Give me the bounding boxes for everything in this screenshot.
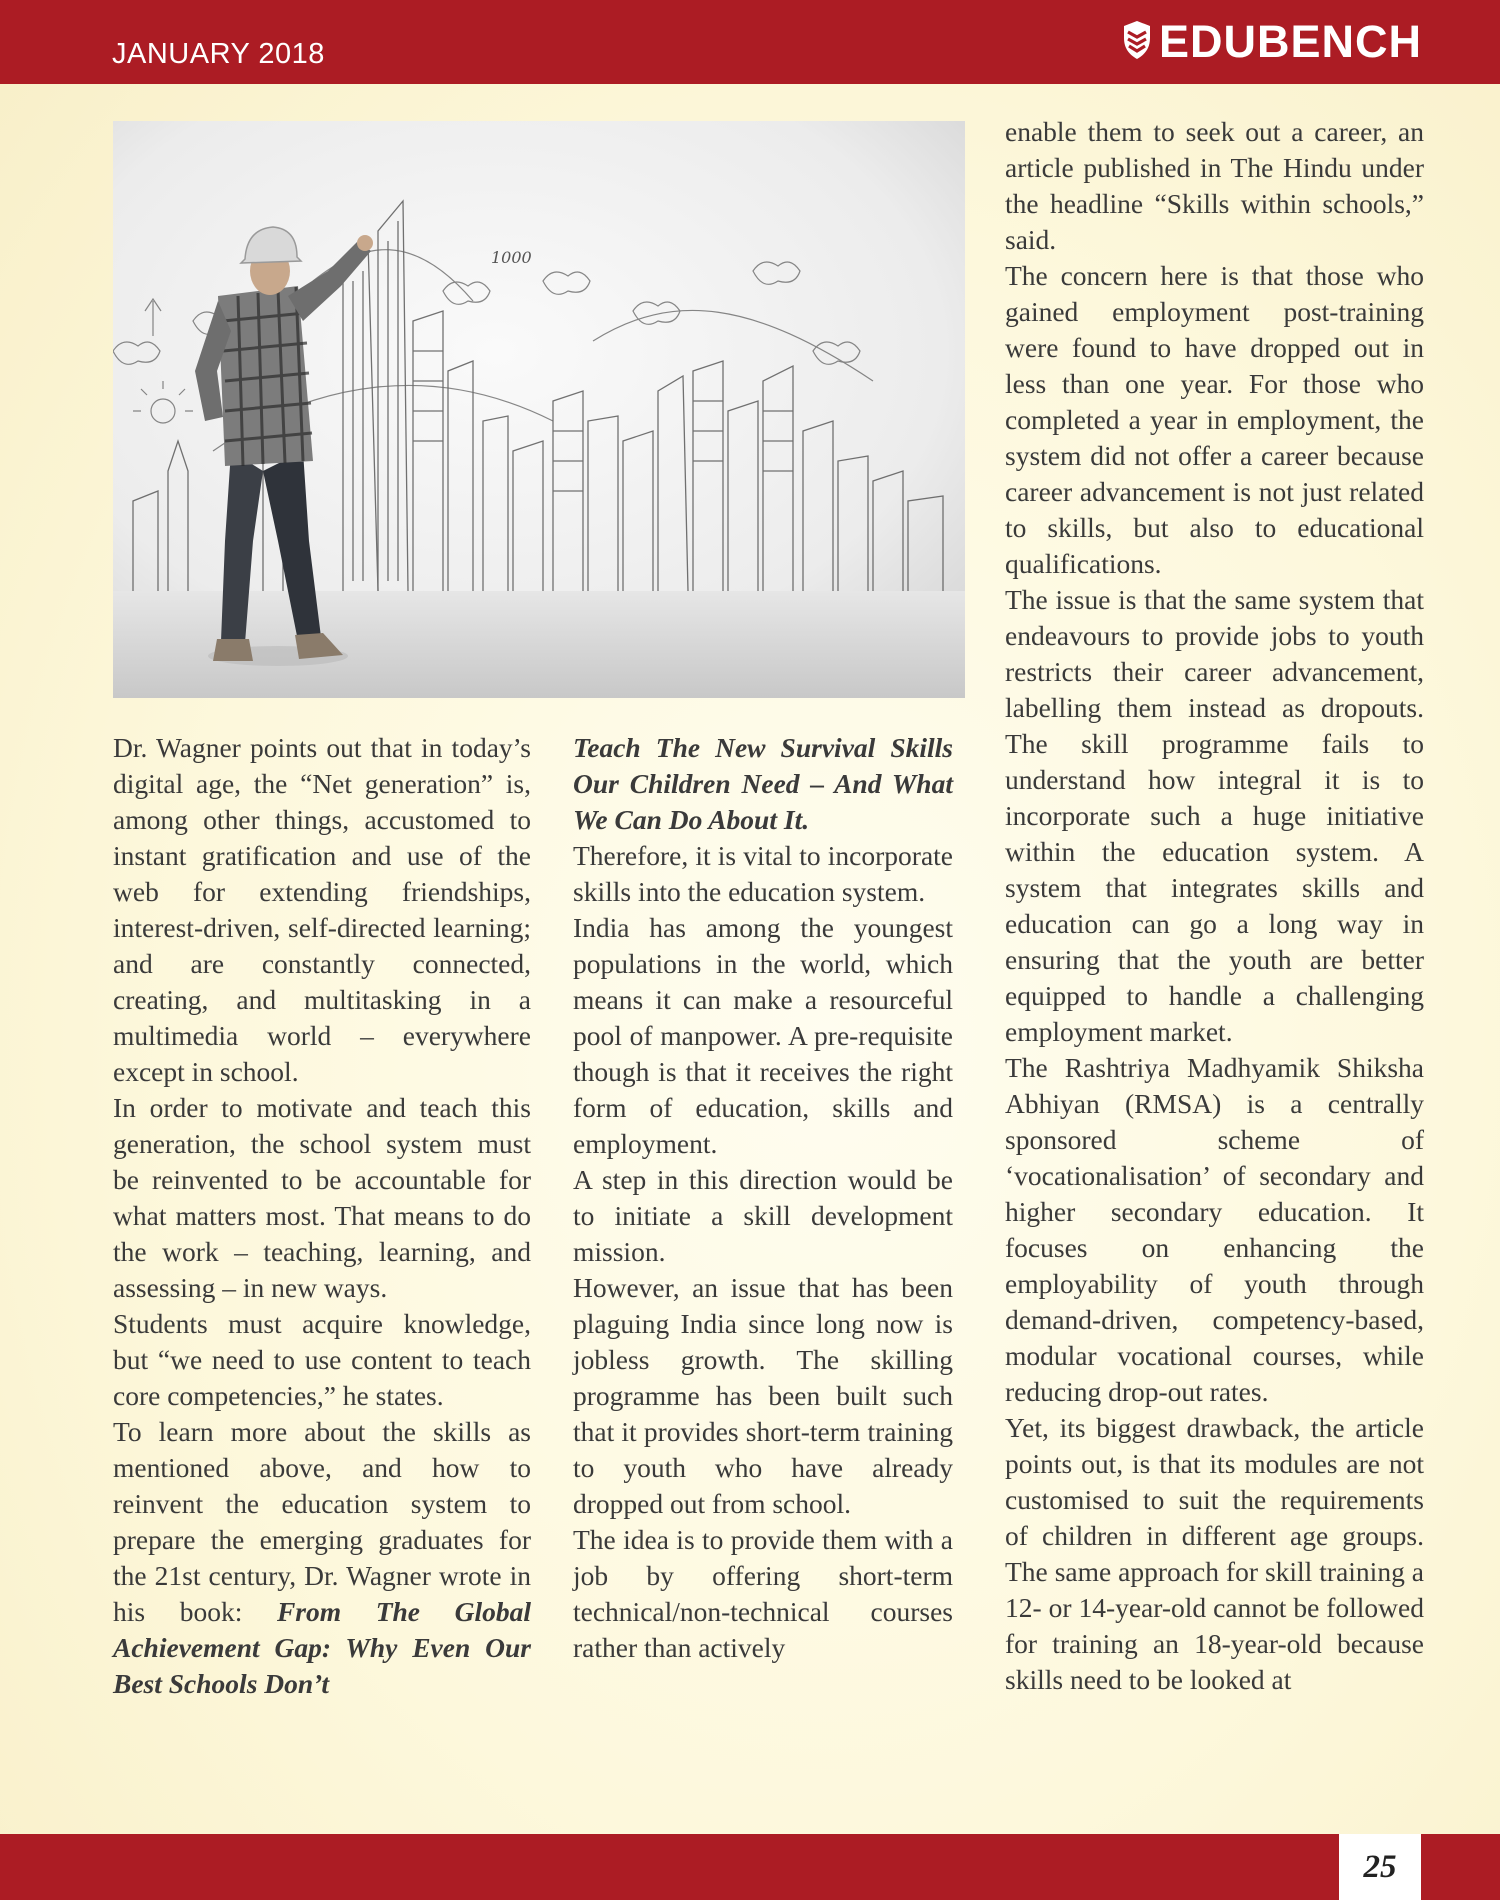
footer-bar (0, 1834, 1500, 1900)
paragraph: The issue is that the same system that endeavours to provide jobs to youth restricts their career advancement, labelling them instead as dropouts. The skill programme fails to understand how integral it is to incorporate such a huge initiative within the education system. A system that integrates skills and education can go a long way in ensuring that the youth are better equipped to handle a challenging employment market. (1005, 584, 1424, 1047)
paragraph-text: To learn more about the skills as mentioned above, and how to reinvent the education system to prepare the emerging graduates for the 21st century, Dr. Wagner wrote in his book: (113, 1416, 531, 1627)
sketch-label: 1000 (491, 248, 532, 267)
article-column-3 (1005, 114, 1424, 1698)
paragraph: The Rashtriya Madhyamik Shiksha Abhiyan (RMSA) is a centrally sponsored scheme of ‘vocationalisation’ of secondary and higher secondary education. It focuses on enhancing the employability of youth through demand-driven, competency-based, modular vocational courses, while reducing drop-out rates. (1005, 1052, 1424, 1407)
paragraph: Dr. Wagner points out that in today’s digital age, the “Net generation” is, among other things, accustomed to instant gratification and use of the web for extending friendships, interest-driven, self-directed learning; and are constantly connected, creating, and multitasking in a multimedia world – everywhere except in school. (113, 732, 531, 1087)
header-bar (0, 0, 1500, 84)
paragraph: Yet, its biggest drawback, the article points out, is that its modules are not customised to suit the requirements of children in different age groups. The same approach for skill training a 12- or 14-year-old cannot be followed for training an 18-year-old because skills need to be looked at (1005, 1412, 1424, 1695)
paragraph: The concern here is that those who gained employment post-training were found to have dropped out in less than one year. For those who completed a year in employment, the system did not offer a career because career advancement is not just related to skills, but also to educational qualifications. (1005, 260, 1424, 579)
paragraph: A step in this direction would be to initiate a skill development mission. (573, 1164, 953, 1267)
article-column-1 (113, 730, 531, 1702)
paragraph: Students must acquire knowledge, but “we need to use content to teach core competencies,” he states. (113, 1308, 531, 1411)
paragraph: Therefore, it is vital to incorporate skills into the education system. (573, 840, 953, 907)
article-column-2 (573, 730, 953, 1666)
paragraph: The idea is to provide them with a job by offering short-term technical/non-technical courses rather than actively (573, 1524, 953, 1663)
brand-logo (1123, 17, 1422, 67)
paragraph: India has among the youngest populations in the world, which means it can make a resourceful pool of manpower. A pre-requisite though is that it receives the right form of education, skills and employment. (573, 912, 953, 1159)
book-title: Teach The New Survival Skills Our Children Need – And What We Can Do About It. (573, 732, 953, 835)
page-number-box (1339, 1834, 1421, 1900)
book-title: From The Global Achievement Gap: Why Even Our Best Schools Don’t (113, 1596, 532, 1699)
brand-name: EDUBENCH (1158, 16, 1422, 67)
paragraph: enable them to seek out a career, an article published in The Hindu under the headline “Skills within schools,” said. (1005, 116, 1424, 255)
shield-badge-icon (1123, 20, 1151, 65)
page-number: 25 (1363, 1848, 1397, 1885)
paragraph (113, 1414, 531, 1702)
paragraph: In order to motivate and teach this generation, the school system must be reinvented to be accountable for what matters most. That means to do the work – teaching, learning, and assessing – in new ways. (113, 1092, 531, 1303)
issue-date: JANUARY 2018 (112, 38, 325, 70)
paragraph: However, an issue that has been plaguing India since long now is jobless growth. The skilling programme has been built such that it provides short-term training to youth who have already dropped out from school. (573, 1272, 953, 1519)
article-illustration (113, 121, 965, 698)
